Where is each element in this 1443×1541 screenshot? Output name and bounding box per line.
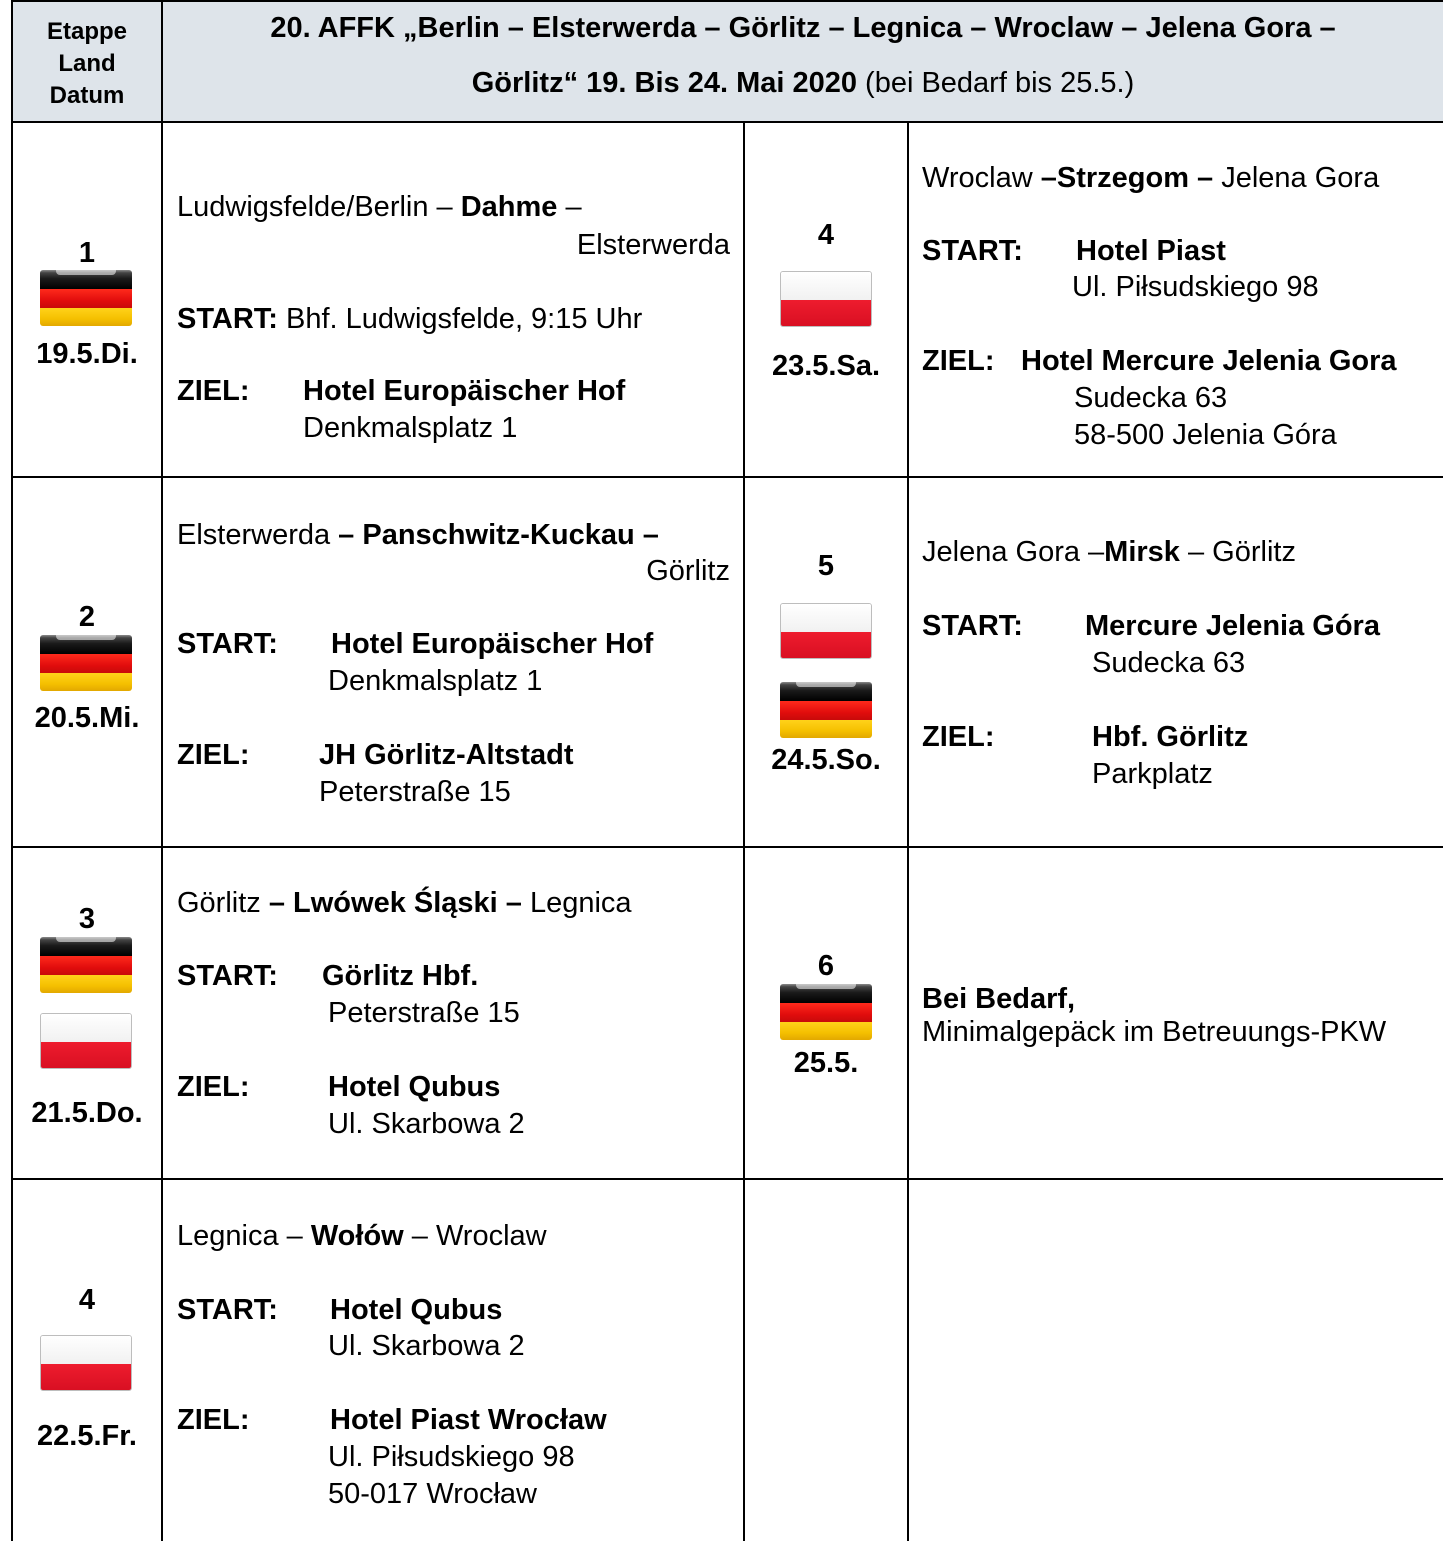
start-label: START: bbox=[922, 235, 1023, 267]
subtitle-normal: (bei Bedarf bis 25.5.) bbox=[856, 67, 1135, 99]
table-row-divider bbox=[11, 846, 1443, 848]
route-via: Mirsk bbox=[1104, 536, 1180, 568]
ziel-address: Peterstraße 15 bbox=[319, 776, 511, 808]
stage-number: 4 bbox=[817, 219, 835, 251]
start-address: Sudecka 63 bbox=[1092, 647, 1246, 679]
ziel-address: 50-017 Wrocław bbox=[328, 1478, 538, 1510]
route-to: Elsterwerda bbox=[576, 229, 730, 261]
route-from: Elsterwerda bbox=[177, 519, 339, 551]
stage-number: 4 bbox=[78, 1284, 96, 1316]
ziel-name: Hbf. Görlitz bbox=[1092, 721, 1249, 753]
table-row-divider bbox=[11, 476, 1443, 478]
start-label: START: bbox=[177, 1294, 278, 1326]
route-to: – Görlitz bbox=[1179, 536, 1296, 568]
stage-route bbox=[922, 534, 1296, 570]
stage-date: 19.5.Di. bbox=[36, 338, 138, 370]
stage-number: 5 bbox=[817, 550, 835, 582]
route-via: Dahme bbox=[460, 191, 558, 223]
route-from: Wroclaw bbox=[922, 162, 1041, 194]
route-via: – Lwówek Śląski – bbox=[268, 887, 522, 919]
germany-flag-icon bbox=[40, 937, 132, 993]
stage-number: 1 bbox=[78, 237, 96, 269]
stage-number: 6 bbox=[817, 950, 835, 982]
route-from: Legnica – bbox=[177, 1220, 311, 1252]
start-name: Görlitz Hbf. bbox=[322, 960, 479, 992]
stage-route bbox=[177, 1218, 547, 1254]
route-via: –Strzegom – bbox=[1040, 162, 1214, 194]
ziel-label: ZIEL: bbox=[177, 1071, 250, 1103]
poland-flag-icon bbox=[780, 271, 872, 327]
poland-flag-icon bbox=[780, 603, 872, 659]
ziel-name: Hotel Mercure Jelenia Gora bbox=[1021, 345, 1397, 377]
ziel-name: Hotel Piast Wrocław bbox=[330, 1404, 607, 1436]
document-subtitle bbox=[163, 65, 1443, 101]
poland-flag-icon bbox=[40, 1335, 132, 1391]
route-to: Görlitz bbox=[646, 555, 730, 587]
document-title: 20. AFFK „Berlin – Elsterwerda – Görlitz – Legnica – Wroclaw – Jelena Gora – bbox=[270, 12, 1336, 44]
start-address: Denkmalsplatz 1 bbox=[328, 665, 543, 697]
start-name: Mercure Jelenia Góra bbox=[1085, 610, 1380, 642]
germany-flag-icon bbox=[40, 270, 132, 326]
route-from: Görlitz bbox=[177, 887, 269, 919]
ziel-name: Hotel Europäischer Hof bbox=[303, 375, 626, 407]
start-address: Ul. Skarbowa 2 bbox=[328, 1330, 525, 1362]
table-divider-col1 bbox=[161, 0, 163, 1541]
stage-date: 25.5. bbox=[793, 1047, 859, 1079]
stage-number: 2 bbox=[78, 601, 96, 633]
table-border-top bbox=[11, 0, 1443, 2]
start-label: START: bbox=[177, 303, 278, 335]
route-sep: – bbox=[557, 191, 582, 223]
route-from: Jelena Gora – bbox=[922, 536, 1105, 568]
ziel-address: Denkmalsplatz 1 bbox=[303, 412, 518, 444]
poland-flag-icon bbox=[40, 1013, 132, 1069]
note-text: Minimalgepäck im Betreuungs-PKW bbox=[922, 1016, 1387, 1048]
ziel-label: ZIEL: bbox=[922, 345, 995, 377]
germany-flag-icon bbox=[780, 984, 872, 1040]
table-row-divider bbox=[11, 1178, 1443, 1180]
ziel-address: 58-500 Jelenia Góra bbox=[1074, 419, 1337, 451]
table-divider-col2 bbox=[743, 121, 745, 1541]
ziel-address: Sudecka 63 bbox=[1074, 382, 1228, 414]
header-col-etappe bbox=[13, 16, 161, 112]
ziel-name: Hotel Qubus bbox=[328, 1071, 501, 1103]
ziel-label: ZIEL: bbox=[922, 721, 995, 753]
table-row-divider bbox=[11, 121, 1443, 123]
header-land-label: Land bbox=[58, 50, 116, 77]
ziel-address: Ul. Skarbowa 2 bbox=[328, 1108, 525, 1140]
stage-route bbox=[177, 885, 632, 921]
route-to: Jelena Gora bbox=[1213, 162, 1380, 194]
start-label: START: bbox=[177, 628, 278, 660]
ziel-label: ZIEL: bbox=[177, 1404, 250, 1436]
stage-date: 22.5.Fr. bbox=[37, 1420, 137, 1452]
header-datum-label: Datum bbox=[49, 82, 125, 109]
route-to: – Wroclaw bbox=[403, 1220, 547, 1252]
start-name: Hotel Qubus bbox=[330, 1294, 503, 1326]
start-label: START: bbox=[922, 610, 1023, 642]
ziel-name: JH Görlitz-Altstadt bbox=[319, 739, 574, 771]
stage-route bbox=[177, 517, 659, 553]
route-from: Ludwigsfelde/Berlin – bbox=[177, 191, 461, 223]
germany-flag-icon bbox=[40, 635, 132, 691]
stage-date: 21.5.Do. bbox=[31, 1097, 143, 1129]
stage-route bbox=[922, 160, 1379, 196]
ziel-address: Parkplatz bbox=[1092, 758, 1213, 790]
start-line bbox=[177, 301, 642, 337]
start-name: Hotel Piast bbox=[1076, 235, 1226, 267]
ziel-address: Ul. Piłsudskiego 98 bbox=[328, 1441, 575, 1473]
start-name: Hotel Europäischer Hof bbox=[331, 628, 654, 660]
start-address: Ul. Piłsudskiego 98 bbox=[1072, 271, 1319, 303]
start-address: Peterstraße 15 bbox=[328, 997, 520, 1029]
note-heading: Bei Bedarf, bbox=[922, 983, 1076, 1015]
ziel-label: ZIEL: bbox=[177, 739, 250, 771]
ziel-label: ZIEL: bbox=[177, 375, 250, 407]
stage-date: 20.5.Mi. bbox=[34, 702, 140, 734]
germany-flag-icon bbox=[780, 682, 872, 738]
route-to: Legnica bbox=[521, 887, 632, 919]
stage-route bbox=[177, 189, 582, 225]
start-value: Bhf. Ludwigsfelde, 9:15 Uhr bbox=[277, 303, 643, 335]
start-label: START: bbox=[177, 960, 278, 992]
header-etappe-label: Etappe bbox=[46, 18, 127, 45]
stage-date: 24.5.So. bbox=[771, 744, 881, 776]
subtitle-bold: Görlitz“ 19. Bis 24. Mai 2020 bbox=[471, 67, 857, 99]
route-via: Wołów bbox=[310, 1220, 404, 1252]
table-divider-col3 bbox=[907, 121, 909, 1541]
route-via: – Panschwitz-Kuckau – bbox=[338, 519, 659, 551]
stage-number: 3 bbox=[78, 903, 96, 935]
stage-date: 23.5.Sa. bbox=[771, 350, 881, 382]
